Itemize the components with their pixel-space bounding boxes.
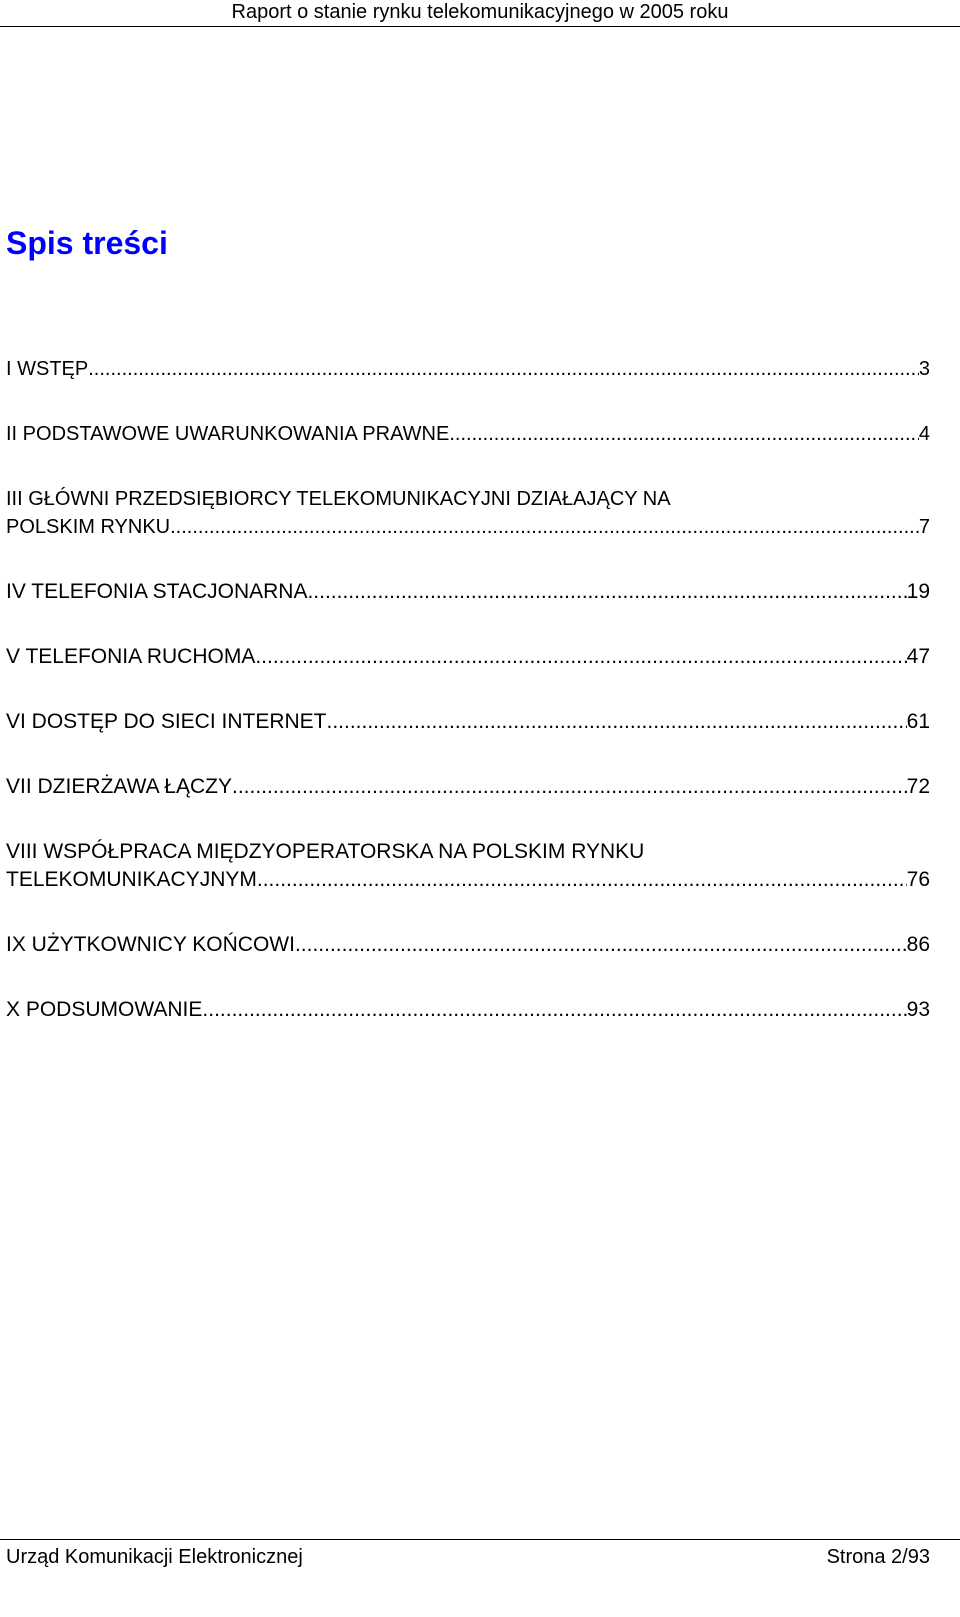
footer-page-number: Strona 2/93 — [826, 1546, 930, 1568]
toc-dot-leader — [255, 643, 906, 671]
page-header — [0, 0, 960, 27]
toc-entry-text: X PODSUMOWANIE — [6, 998, 203, 1021]
toc-entry-dostep-do-sieci[interactable] — [6, 708, 930, 736]
table-of-contents — [6, 355, 930, 1061]
toc-dot-leader — [449, 420, 919, 448]
toc-entry-wstep[interactable] — [6, 355, 930, 383]
toc-title: Spis treści — [6, 225, 168, 261]
toc-entry-uzytkownicy-koncowi[interactable] — [6, 931, 930, 959]
footer-organization: Urząd Komunikacji Elektronicznej — [6, 1546, 303, 1568]
toc-dot-leader — [307, 578, 906, 606]
toc-entry-text: IV TELEFONIA STACJONARNA — [6, 580, 308, 603]
toc-page-number: 76 — [906, 868, 930, 891]
toc-page-number: 86 — [906, 933, 930, 956]
toc-entry-text: VII DZIERŻAWA ŁĄCZY — [6, 775, 232, 798]
toc-entry-text: IX UŻYTKOWNICY KOŃCOWI — [6, 933, 295, 956]
toc-dot-leader — [170, 513, 919, 541]
toc-entry-wspolpraca-miedzyoperatorska[interactable] — [6, 838, 930, 894]
page-footer — [0, 1539, 960, 1590]
toc-entry-telefonia-stacjonarna[interactable] — [6, 578, 930, 606]
toc-page-number: 7 — [918, 516, 930, 538]
toc-entry-dzierzawa-laczy[interactable] — [6, 773, 930, 801]
header-title: Raport o stanie rynku telekomunikacyjnego w 2005 roku — [231, 1, 729, 23]
toc-entry-text: VI DOSTĘP DO SIECI INTERNET — [6, 710, 327, 733]
toc-dot-leader — [88, 355, 919, 383]
toc-dot-leader — [263, 866, 907, 894]
toc-entry-text-line-1: VIII WSPÓŁPRACA MIĘDZYOPERATORSKA NA POLSKIM RYNKU — [6, 840, 645, 863]
toc-dot-leader — [327, 708, 907, 736]
toc-entry-text: II PODSTAWOWE UWARUNKOWANIA PRAWNE — [6, 423, 450, 445]
toc-page-number: 61 — [906, 710, 930, 733]
toc-dot-leader — [295, 931, 907, 959]
toc-dot-leader — [232, 773, 907, 801]
toc-dot-leader — [202, 996, 906, 1024]
toc-entry-telefonia-ruchoma[interactable] — [6, 643, 930, 671]
toc-entry-text: I WSTĘP — [6, 358, 89, 380]
toc-entry-glowni-przedsiebiorcy[interactable] — [6, 485, 930, 541]
toc-entry-text: V TELEFONIA RUCHOMA — [6, 645, 256, 668]
toc-page-number: 93 — [906, 998, 930, 1021]
toc-page-number: 72 — [906, 775, 930, 798]
toc-page-number: 4 — [918, 423, 930, 445]
toc-entry-podstawowe-uwarunkowania[interactable] — [6, 420, 930, 448]
toc-entry-text-line-1: III GŁÓWNI PRZEDSIĘBIORCY TELEKOMUNIKACYJNI DZIAŁAJĄCY NA — [6, 488, 671, 510]
toc-entry-text: TELEKOMUNIKACYJNYM. — [6, 868, 263, 891]
toc-entry-podsumowanie[interactable] — [6, 996, 930, 1024]
toc-entry-text: POLSKIM RYNKU — [6, 516, 171, 538]
toc-page-number: 3 — [918, 358, 930, 380]
toc-page-number: 19 — [906, 580, 930, 603]
toc-page-number: 47 — [906, 645, 930, 668]
